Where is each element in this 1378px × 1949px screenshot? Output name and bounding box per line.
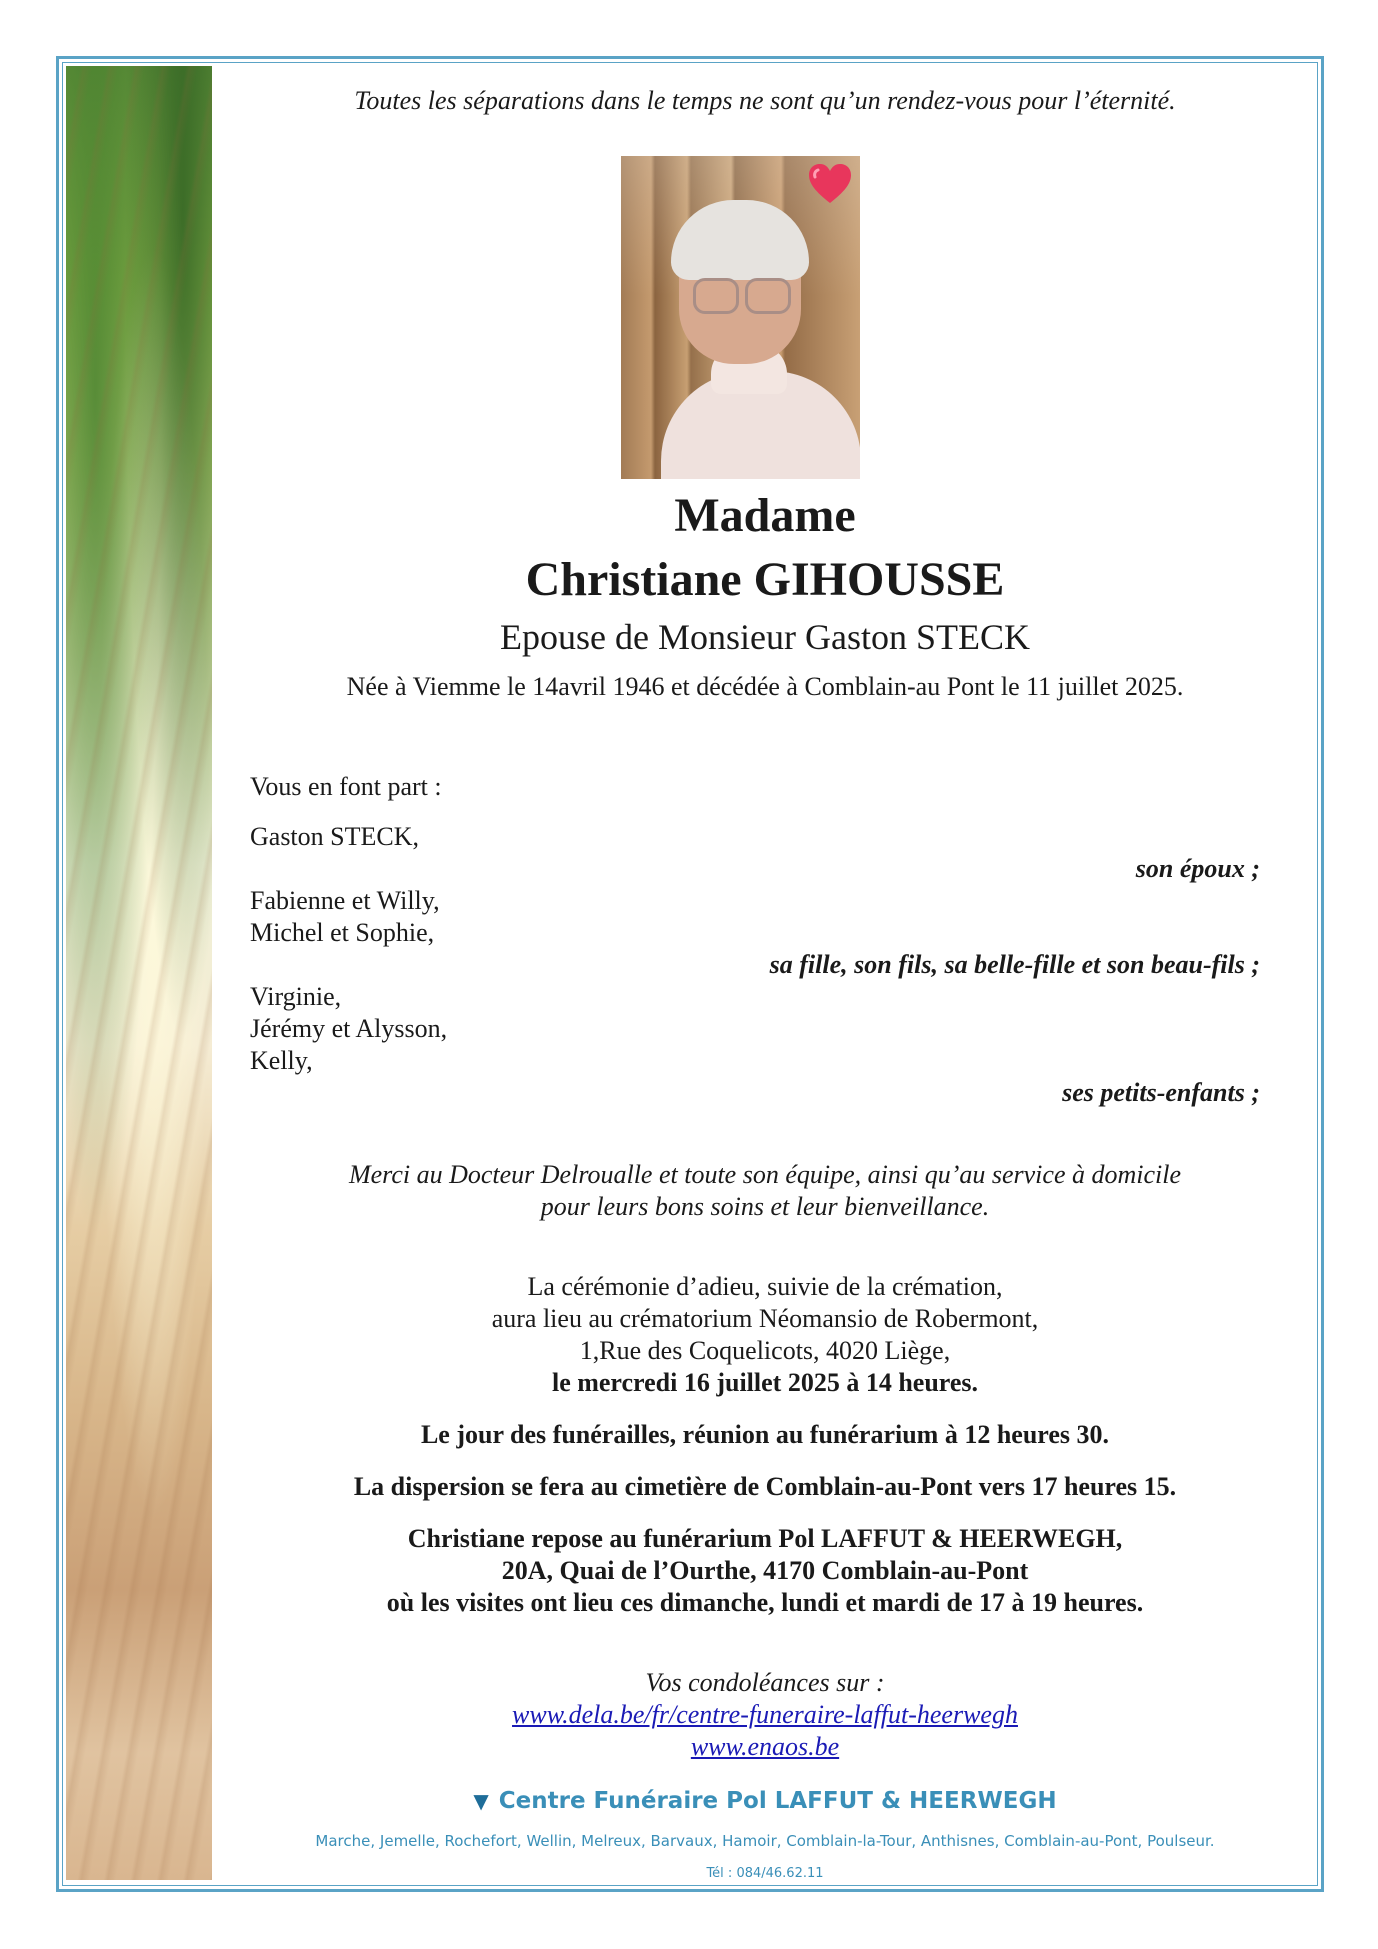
condolences-title: Vos condoléances sur : bbox=[645, 1668, 885, 1697]
family-name: Jérémy et Alysson, bbox=[250, 1014, 448, 1043]
ceremony-date: le mercredi 16 juillet 2025 à 14 heures. bbox=[551, 1368, 979, 1397]
epigraph: Toutes les séparations dans le temps ne sont qu’un rendez-vous pour l’éternité. bbox=[354, 86, 1176, 115]
forest-path-side-image bbox=[66, 66, 212, 1880]
family-relation: ses petits-enfants ; bbox=[1062, 1078, 1260, 1107]
thanks-line: Merci au Docteur Delroualle et toute son équipe, ainsi qu’au service à domicile bbox=[348, 1160, 1182, 1189]
funeral-home-name: ▼ Centre Funéraire Pol LAFFUT & HEERWEGH bbox=[473, 1788, 1057, 1814]
heart-icon bbox=[806, 160, 854, 208]
repose-line: où les visites ont lieu ces dimanche, lundi et mardi de 17 à 19 heures. bbox=[386, 1588, 1144, 1617]
repose-line: Christiane repose au funérarium Pol LAFFUT & HEERWEGH, bbox=[407, 1524, 1123, 1553]
family-relation: sa fille, son fils, sa belle-fille et son beau-fils ; bbox=[769, 950, 1260, 979]
triangle-down-icon: ▼ bbox=[473, 1789, 489, 1813]
ceremony-line: La cérémonie d’adieu, suivie de la crémation, bbox=[527, 1272, 1003, 1301]
ceremony-line: aura lieu au crématorium Néomansio de Robermont, bbox=[491, 1304, 1039, 1333]
spouse-line: Epouse de Monsieur Gaston STECK bbox=[500, 617, 1030, 657]
family-name: Fabienne et Willy, bbox=[250, 886, 440, 915]
family-name: Kelly, bbox=[250, 1046, 313, 1075]
dispersion: La dispersion se fera au cimetière de Comblain-au-Pont vers 17 heures 15. bbox=[353, 1472, 1177, 1501]
funeral-home-phone: Tél : 084/46.62.11 bbox=[706, 1866, 824, 1881]
announcement-intro: Vous en font part : bbox=[250, 772, 442, 801]
birth-death-line: Née à Viemme le 14avril 1946 et décédée à Comblain-au Pont le 11 juillet 2025. bbox=[346, 672, 1184, 701]
title-madame: Madame bbox=[674, 489, 856, 542]
thanks-line: pour leurs bons soins et leur bienveillance. bbox=[540, 1192, 990, 1221]
family-name: Virginie, bbox=[250, 982, 342, 1011]
condolence-link-dela[interactable]: www.dela.be/fr/centre-funeraire-laffut-heerwegh bbox=[512, 1700, 1018, 1729]
funeral-home-locations: Marche, Jemelle, Rochefort, Wellin, Melreux, Barvaux, Hamoir, Comblain-la-Tour, Anthisnes, Comblain-au-Pont, Poulseur. bbox=[315, 1832, 1215, 1850]
ceremony-line: 1,Rue des Coquelicots, 4020 Liège, bbox=[579, 1336, 951, 1365]
family-name: Michel et Sophie, bbox=[250, 918, 435, 947]
repose-line: 20A, Quai de l’Ourthe, 4170 Comblain-au-Pont bbox=[501, 1556, 1029, 1585]
family-relation: son époux ; bbox=[1135, 854, 1260, 883]
family-name: Gaston STECK, bbox=[250, 822, 419, 851]
condolence-link-enaos[interactable]: www.enaos.be bbox=[690, 1732, 840, 1761]
deceased-name: Christiane GIHOUSSE bbox=[525, 553, 1005, 606]
funeral-meeting: Le jour des funérailles, réunion au funérarium à 12 heures 30. bbox=[420, 1420, 1110, 1449]
